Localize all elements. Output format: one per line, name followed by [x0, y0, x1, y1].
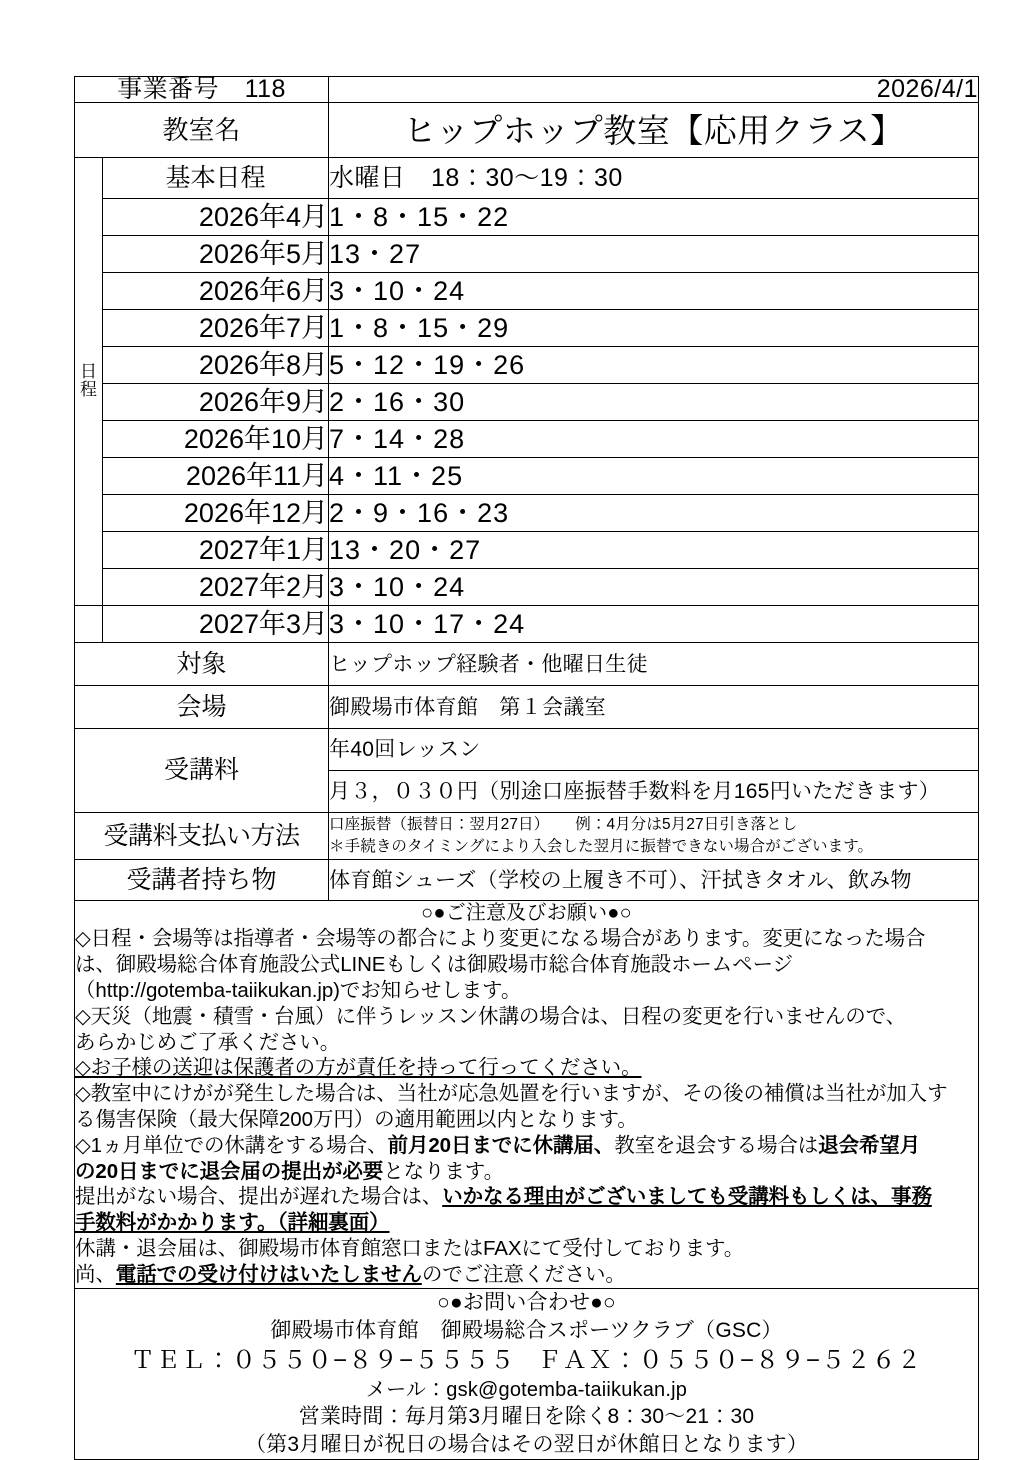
- month-days: 5・12・19・26: [329, 347, 979, 384]
- job-number-label: 事業番号 118: [75, 77, 329, 103]
- table-row: [75, 569, 979, 606]
- note-line: あらかじめご了承ください。: [75, 1030, 341, 1054]
- contact-hours-note: （第3月曜日が祝日の場合はその翌日が休館日となります）: [244, 1433, 809, 1457]
- fee-value-monthly: 月３，０３０円（別途口座振替手数料を月165円いただきます）: [329, 771, 979, 813]
- fee-label: 受講料: [75, 729, 329, 813]
- note-line: る傷害保険（最大保障200万円）の適用範囲以内となります。: [75, 1107, 638, 1131]
- table-row: [75, 729, 979, 771]
- month-label: 2026年7月: [103, 310, 329, 347]
- note-line: 手数料がかかります。（詳細裏面）: [75, 1211, 390, 1235]
- items-value: 体育館シューズ（学校の上履き不可）、汗拭きタオル、飲み物: [329, 860, 979, 901]
- note-line: ◇1ヵ月単位での休講をする場合、前月20日までに休講届、教室を退会する場合は退会希望月: [75, 1133, 921, 1157]
- target-label: 対象: [75, 643, 329, 686]
- table-row: [75, 813, 979, 860]
- month-label: 2027年1月: [103, 532, 329, 569]
- note-line: 休講・退会届は、御殿場市体育館窓口またはFAXにて受付しております。: [75, 1237, 745, 1261]
- contact-tel: ＴＥＬ：０５５０−８９−５５５５: [130, 1346, 516, 1374]
- table-row: [75, 532, 979, 569]
- month-label: 2026年9月: [103, 384, 329, 421]
- venue-label: 会場: [75, 686, 329, 729]
- month-days: 1・8・15・29: [329, 310, 979, 347]
- note-line: ◇天災（地震・積雪・台風）に伴うレッスン休講の場合は、日程の変更を行いませんので、: [75, 1004, 907, 1028]
- rail-label-line1: 日: [80, 361, 97, 381]
- month-days: 2・9・16・23: [329, 495, 979, 532]
- flyer-sheet: [74, 76, 978, 1460]
- month-days: 3・10・24: [329, 569, 979, 606]
- items-label: 受講者持ち物: [75, 860, 329, 901]
- table-row: [75, 643, 979, 686]
- notes-heading: ○●ご注意及びお願い●○: [421, 902, 632, 924]
- notes-body: [75, 926, 978, 1288]
- table-row: [75, 77, 979, 103]
- note-line: の20日までに退会届の提出が必要となります。: [75, 1159, 504, 1183]
- note-line: ◇教室中にけがが発生した場合は、当社が応急処置を行いますが、その後の補償は当社が加入す: [75, 1082, 948, 1106]
- basic-schedule-value: 水曜日 18：30〜19：30: [329, 158, 979, 199]
- month-label: 2027年2月: [103, 569, 329, 606]
- table-row: [75, 1288, 979, 1459]
- schedule-rail-label: [75, 158, 103, 606]
- month-label: 2027年3月: [103, 606, 329, 643]
- class-name-value: ヒップホップ教室【応用クラス】: [329, 103, 979, 158]
- contact-fax: ＦＡＸ：０５５０−８９−５２６２: [537, 1346, 923, 1374]
- table-row: [75, 860, 979, 901]
- month-label: 2026年10月: [103, 421, 329, 458]
- month-label: 2026年5月: [103, 236, 329, 273]
- month-days: 3・10・24: [329, 273, 979, 310]
- table-row: [75, 199, 979, 236]
- table-row: [75, 158, 979, 199]
- note-line: ◇日程・会場等は指導者・会場等の都合により変更になる場合があります。変更になった場合: [75, 927, 926, 951]
- schedule-rail-label-tail: [75, 606, 103, 643]
- month-label: 2026年8月: [103, 347, 329, 384]
- basic-schedule-label: 基本日程: [103, 158, 329, 199]
- table-row: [75, 347, 979, 384]
- venue-value: 御殿場市体育館 第１会議室: [329, 686, 979, 729]
- payment-line-1: 口座振替（振替日：翌月27日） 例：4月分は5月27日引き落とし: [329, 816, 798, 833]
- table-row: [75, 273, 979, 310]
- month-days: 13・20・27: [329, 532, 979, 569]
- table-row: [75, 421, 979, 458]
- month-days: 13・27: [329, 236, 979, 273]
- note-line: （http://gotemba-taiikukan.jp)でお知らせします。: [75, 978, 522, 1002]
- rail-label-line2: 程: [80, 380, 97, 400]
- month-label: 2026年4月: [103, 199, 329, 236]
- payment-method-value: [329, 813, 979, 860]
- table-row: [75, 103, 979, 158]
- note-line: 尚、電話での受け付けはいたしませんのでご注意ください。: [75, 1262, 626, 1286]
- contact-organization: 御殿場市体育館 御殿場総合スポーツクラブ（GSC）: [270, 1318, 783, 1342]
- month-days: 3・10・17・24: [329, 606, 979, 643]
- table-row: [75, 458, 979, 495]
- note-line: は、御殿場総合体育施設公式LINEもしくは御殿場市総合体育施設ホームページ: [75, 953, 793, 977]
- table-row: [75, 686, 979, 729]
- class-info-table: [74, 76, 979, 1460]
- month-label: 2026年11月: [103, 458, 329, 495]
- month-label: 2026年6月: [103, 273, 329, 310]
- note-line: ◇お子様の送迎は保護者の方が責任を持って行ってください。: [75, 1056, 642, 1080]
- table-row: [75, 606, 979, 643]
- contact-phone-fax: [75, 1345, 978, 1377]
- fee-value-lessons: 年40回レッスン: [329, 729, 979, 771]
- contact-section: [75, 1288, 979, 1459]
- month-days: 4・11・25: [329, 458, 979, 495]
- issue-date: 2026/4/1: [329, 77, 979, 103]
- contact-hours: 営業時間：毎月第3月曜日を除く8：30〜21：30: [298, 1405, 755, 1429]
- target-value: ヒップホップ経験者・他曜日生徒: [329, 643, 979, 686]
- table-row: [75, 495, 979, 532]
- payment-line-2: ＊手続きのタイミングにより入会した翌月に振替できない場合がございます。: [329, 838, 874, 855]
- contact-heading: ○●お問い合わせ●○: [437, 1290, 616, 1314]
- month-days: 2・16・30: [329, 384, 979, 421]
- month-days: 7・14・28: [329, 421, 979, 458]
- table-row: [75, 901, 979, 1289]
- class-name-label: 教室名: [75, 103, 329, 158]
- note-line: 提出がない場合、提出が遅れた場合は、いかなる理由がございましても受講料もしくは、事務: [75, 1185, 932, 1209]
- contact-email: メール：gsk@gotemba-taiikukan.jp: [365, 1378, 688, 1401]
- table-row: [75, 236, 979, 273]
- month-label: 2026年12月: [103, 495, 329, 532]
- payment-method-label: 受講料支払い方法: [75, 813, 329, 860]
- notes-section: [75, 901, 979, 1289]
- table-row: [75, 310, 979, 347]
- month-days: 1・8・15・22: [329, 199, 979, 236]
- table-row: [75, 384, 979, 421]
